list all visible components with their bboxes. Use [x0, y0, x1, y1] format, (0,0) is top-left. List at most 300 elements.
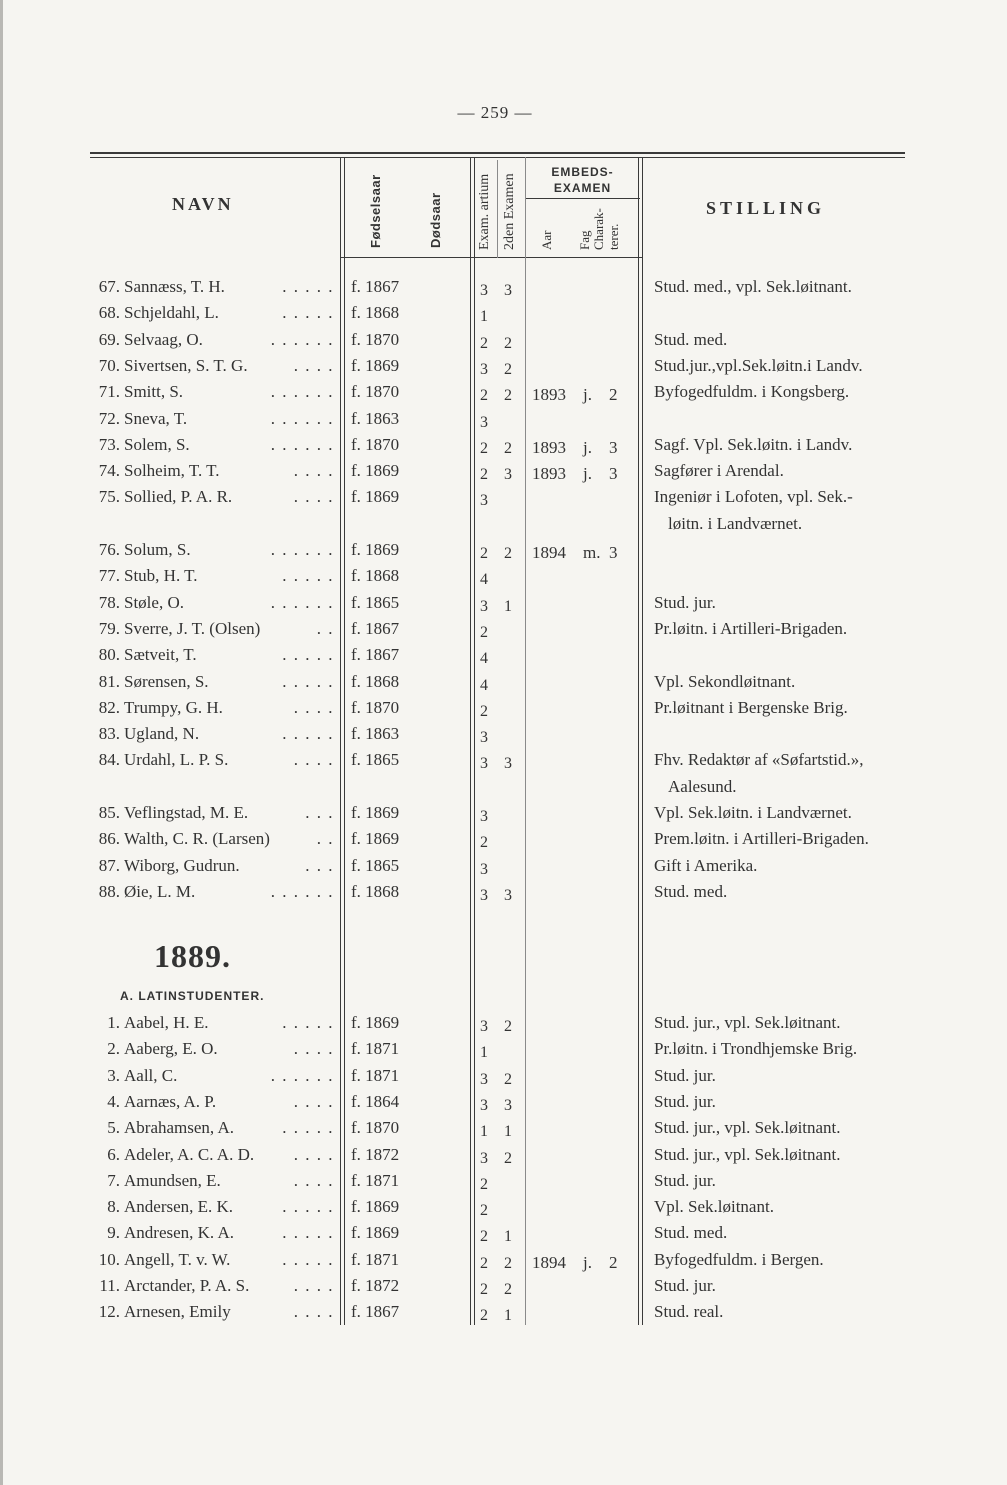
entry-number: 9.: [107, 1223, 120, 1243]
anden-examen-grade: 2: [504, 1070, 512, 1088]
entry-name: Aabel, H. E.: [124, 1013, 209, 1032]
entry-name-cell: [124, 1063, 334, 1089]
exam-artium-grade: 1: [480, 1123, 488, 1141]
exam-artium-grade: 2: [480, 1281, 488, 1298]
occupation-text: Gift i Amerika.: [654, 855, 758, 875]
exam-artium-grade: 3: [480, 1096, 488, 1114]
embeds-year: 1894: [532, 1252, 566, 1272]
anden-examen-grade: 2: [504, 1149, 512, 1167]
embeds-year: 1893: [532, 385, 566, 405]
entry-name-cell: [124, 1299, 334, 1325]
dot-leader: . . . . . .: [270, 382, 334, 402]
entry-name-cell: [124, 274, 334, 300]
dot-leader: . . . .: [293, 487, 334, 507]
exam-artium-grade: 2: [480, 334, 488, 352]
entry-number: 80.: [98, 645, 120, 665]
header-bottom-rule: [340, 257, 643, 258]
anden-examen-grade: 2: [504, 545, 512, 562]
entry-name: Sollied, P. A. R.: [124, 487, 233, 507]
entry-name-cell: [124, 669, 334, 695]
birth-year: f. 1869: [351, 1013, 400, 1032]
anden-examen-grade: 2: [504, 1281, 512, 1298]
exam-artium-grade: 3: [480, 360, 488, 378]
entry-name-cell: [124, 1010, 334, 1036]
occupation-text: Stud. jur.: [654, 1276, 716, 1295]
entry-name-cell: [124, 695, 334, 721]
entry-number: 68.: [98, 303, 120, 323]
table-row: [0, 379, 1007, 405]
birth-year: f. 1871: [351, 1065, 400, 1085]
entry-name: Sivertsen, S. T. G.: [124, 355, 248, 375]
dot-leader: . . . .: [293, 1144, 334, 1164]
occupation-text: Stud. jur., vpl. Sek.løitnant.: [654, 1013, 841, 1032]
entry-name: Sverre, J. T. (Olsen): [124, 618, 261, 638]
occupation-text: Ingeniør i Lofoten, vpl. Sek.-: [654, 487, 853, 507]
occupation-text: løitn. i Landværnet.: [668, 513, 803, 533]
exam-artium-grade: 2: [480, 702, 488, 720]
entry-name-cell: [124, 379, 334, 405]
embeds-subject: j.: [583, 464, 592, 484]
embeds-subject: j.: [583, 437, 592, 457]
table-row: [0, 1115, 1007, 1141]
anden-examen-grade: 2: [504, 334, 512, 352]
entry-number: 81.: [98, 671, 120, 691]
year-heading: 1889.: [154, 938, 231, 974]
birth-year: f. 1869: [351, 1223, 400, 1243]
entry-name-cell: [124, 537, 334, 563]
exam-artium-grade: 2: [480, 387, 488, 405]
entry-name: Aaberg, E. O.: [124, 1039, 218, 1059]
entry-name: Ugland, N.: [124, 724, 200, 744]
anden-examen-grade: 2: [504, 387, 512, 405]
entry-name-cell: [124, 563, 334, 589]
entry-number: 1.: [107, 1013, 120, 1032]
exam-artium-grade: 2: [480, 834, 488, 852]
occupation-text: Stud. jur.: [654, 1170, 716, 1190]
birth-year: f. 1867: [351, 1302, 400, 1322]
dot-leader: . . . . .: [282, 1249, 334, 1269]
dot-leader: . . . .: [293, 1091, 334, 1111]
exam-artium-grade: 2: [480, 1202, 488, 1220]
entry-name: Sneva, T.: [124, 408, 188, 428]
birth-year: f. 1869: [351, 461, 400, 481]
occupation-text: Stud. jur.: [654, 1065, 716, 1085]
occupation-text: Vpl. Sek.løitn. i Landværnet.: [654, 803, 852, 822]
occupation-text: Pr.løitn. i Trondhjemske Brig.: [654, 1039, 858, 1059]
column-header-charakterer-line2: terer.: [606, 223, 621, 250]
dot-leader: . . . . .: [282, 1197, 334, 1217]
entry-name-cell: [124, 721, 334, 747]
exam-artium-grade: 1: [480, 1044, 488, 1062]
anden-examen-grade: 1: [504, 1307, 512, 1325]
occupation-text: Stud.jur.,vpl.Sek.løitn.i Landv.: [654, 355, 863, 375]
birth-year: f. 1869: [351, 1197, 400, 1217]
table-row: [0, 747, 1007, 796]
occupation-text: Stud. med.: [654, 1223, 728, 1243]
exam-artium-grade: 1: [480, 308, 488, 326]
exam-artium-grade: 4: [480, 676, 488, 694]
table-row: [0, 669, 1007, 695]
birth-year: f. 1870: [351, 697, 400, 717]
exam-artium-grade: 2: [480, 545, 488, 562]
table-row: [0, 590, 1007, 616]
embeds-grade: 2: [609, 385, 618, 405]
birth-year: f. 1863: [351, 408, 400, 428]
exam-artium-grade: 2: [480, 466, 488, 484]
column-header-charakterer-line1: Charak-: [591, 208, 606, 250]
column-header-navn: NAVN: [172, 194, 234, 214]
exam-artium-grade: 3: [480, 886, 488, 904]
entry-name: Veflingstad, M. E.: [124, 803, 249, 822]
birth-year: f. 1871: [351, 1249, 400, 1269]
dot-leader: . . . .: [293, 750, 334, 770]
table-row: [0, 406, 1007, 432]
occupation-text: Vpl. Sekondløitnant.: [654, 671, 796, 691]
dot-leader: . . . . .: [282, 1118, 334, 1138]
table-row: [0, 484, 1007, 533]
entry-name: Solum, S.: [124, 540, 191, 559]
occupation-text: Stud. jur., vpl. Sek.løitnant.: [654, 1118, 841, 1138]
table-row: [0, 1273, 1007, 1299]
dot-leader: . . . . .: [282, 1013, 334, 1032]
entry-name: Aall, C.: [124, 1065, 178, 1085]
entry-number: 84.: [98, 750, 120, 770]
entry-number: 77.: [98, 566, 120, 586]
birth-year: f. 1870: [351, 1118, 400, 1138]
birth-year: f. 1869: [351, 355, 400, 375]
entry-number: 5.: [107, 1118, 120, 1138]
dot-leader: . . . . . .: [270, 329, 334, 349]
table-row: [0, 458, 1007, 484]
exam-artium-grade: 3: [480, 755, 488, 773]
entry-name: Sørensen, S.: [124, 671, 209, 691]
entry-number: 3.: [107, 1065, 120, 1085]
exam-artium-grade: 3: [480, 413, 488, 431]
dot-leader: . . .: [305, 855, 334, 875]
entry-name-cell: [124, 1194, 334, 1220]
occupation-text: Stud. jur.: [654, 1091, 716, 1111]
embeds-grade: 3: [609, 437, 618, 457]
dot-leader: . .: [316, 618, 334, 638]
table-row: [0, 1220, 1007, 1246]
table-row: [0, 721, 1007, 747]
dot-leader: . . . . . .: [270, 540, 334, 559]
entry-number: 75.: [98, 487, 120, 507]
entry-name-cell: [124, 1220, 334, 1246]
top-rule-thin: [90, 157, 905, 158]
birth-year: f. 1872: [351, 1144, 400, 1164]
top-rule-thick: [90, 152, 905, 154]
entry-name: Schjeldahl, L.: [124, 303, 219, 323]
exam-artium-grade: 2: [480, 1175, 488, 1193]
table-row: [0, 1010, 1007, 1036]
table-row: [0, 879, 1007, 905]
exam-artium-grade: 3: [480, 860, 488, 878]
entry-number: 71.: [98, 382, 120, 402]
birth-year: f. 1872: [351, 1276, 400, 1295]
entry-name-cell: [124, 1247, 334, 1273]
occupation-text: Stud. jur.: [654, 592, 716, 612]
entry-name-cell: [124, 432, 334, 458]
entry-number: 7.: [107, 1170, 120, 1190]
table-row: [0, 274, 1007, 300]
table-row: [0, 1142, 1007, 1168]
entry-name-cell: [124, 1089, 334, 1115]
entry-name: Aarnæs, A. P.: [124, 1091, 217, 1111]
dot-leader: . . . . .: [282, 303, 334, 323]
table-row: [0, 616, 1007, 642]
entry-name-cell: [124, 853, 334, 879]
anden-examen-grade: 2: [504, 1018, 512, 1035]
page-number: — 259 —: [457, 103, 533, 122]
table-row: [0, 432, 1007, 458]
dot-leader: . . . . .: [282, 1223, 334, 1243]
exam-artium-grade: 2: [480, 1254, 488, 1272]
entry-name: Øie, L. M.: [124, 881, 196, 901]
entry-number: 2.: [107, 1039, 120, 1059]
entry-number: 87.: [98, 855, 120, 875]
exam-artium-grade: 4: [480, 650, 488, 668]
table-row: [0, 1299, 1007, 1325]
birth-year: f. 1865: [351, 592, 400, 612]
entry-name-cell: [124, 642, 334, 668]
entry-name-cell: [124, 879, 334, 905]
exam-artium-grade: 3: [480, 808, 488, 825]
entry-name-cell: [124, 458, 334, 484]
entry-name: Wiborg, Gudrun.: [124, 855, 240, 875]
dot-leader: . . . . .: [282, 724, 334, 744]
occupation-text: Pr.løitn. i Artilleri-Brigaden.: [654, 618, 848, 638]
birth-year: f. 1870: [351, 434, 400, 454]
column-header-aar: Aar: [539, 230, 554, 250]
table-row: [0, 800, 1007, 826]
entry-name: Angell, T. v. W.: [124, 1249, 231, 1269]
birth-year: f. 1869: [351, 540, 400, 559]
dot-leader: . . . . . .: [270, 881, 334, 901]
table-row: [0, 1063, 1007, 1089]
entry-name-cell: [124, 616, 334, 642]
entry-name-cell: [124, 300, 334, 326]
column-header-stilling: STILLING: [706, 198, 826, 218]
exam-artium-grade: 2: [480, 1307, 488, 1325]
dot-leader: . . .: [305, 803, 334, 822]
birth-year: f. 1868: [351, 303, 400, 323]
occupation-text: Pr.løitnant i Bergenske Brig.: [654, 697, 848, 717]
occupation-text: Stud. med.: [654, 881, 728, 901]
entry-number: 6.: [107, 1144, 120, 1164]
dot-leader: . .: [316, 829, 334, 849]
column-header-embedsexamen: [527, 164, 638, 196]
entry-number: 88.: [98, 881, 120, 901]
entry-number: 12.: [98, 1302, 120, 1322]
birth-year: f. 1863: [351, 724, 400, 744]
entry-number: 83.: [98, 724, 120, 744]
birth-year: f. 1867: [351, 277, 400, 296]
table-row: [0, 1247, 1007, 1273]
entry-name-cell: [124, 1273, 334, 1299]
birth-year: f. 1870: [351, 329, 400, 349]
column-header-fodselsaar: Fødselsaar: [368, 174, 383, 248]
anden-examen-grade: 2: [504, 1254, 512, 1272]
embeds-grade: 3: [609, 464, 618, 484]
exam-artium-grade: 3: [480, 1018, 488, 1035]
dot-leader: . . . . .: [282, 645, 334, 665]
embeds-subject: m.: [583, 543, 601, 562]
occupation-text: Prem.løitn. i Artilleri-Brigaden.: [654, 829, 869, 849]
exam-artium-grade: 2: [480, 1228, 488, 1246]
embeds-header-rule: [525, 198, 640, 199]
entry-name-cell: [124, 327, 334, 353]
birth-year: f. 1868: [351, 566, 400, 586]
anden-examen-grade: 1: [504, 597, 512, 615]
anden-examen-grade: 3: [504, 282, 512, 299]
table-row: [0, 695, 1007, 721]
birth-year: f. 1867: [351, 618, 400, 638]
section-heading: A. LATINSTUDENTER.: [120, 989, 265, 1003]
dot-leader: . . . .: [293, 1039, 334, 1059]
entry-number: 4.: [107, 1091, 120, 1111]
anden-examen-grade: 3: [504, 1096, 512, 1114]
entry-name: Adeler, A. C. A. D.: [124, 1144, 255, 1164]
entry-name: Smitt, S.: [124, 382, 184, 402]
anden-examen-grade: 2: [504, 360, 512, 378]
birth-year: f. 1869: [351, 803, 400, 822]
occupation-text: Byfogedfuldm. i Bergen.: [654, 1249, 824, 1269]
table-row: [0, 1194, 1007, 1220]
column-header-exam-artium: Exam. artium: [477, 173, 492, 250]
table-row: [0, 353, 1007, 379]
entry-name-cell: [124, 1115, 334, 1141]
exam-artium-grade: 3: [480, 597, 488, 615]
entry-name-cell: [124, 484, 334, 510]
birth-year: f. 1865: [351, 855, 400, 875]
birth-year: f. 1864: [351, 1091, 400, 1111]
table-row: [0, 1089, 1007, 1115]
table-row: [0, 300, 1007, 326]
entry-name: Solheim, T. T.: [124, 461, 220, 481]
entry-name: Solem, S.: [124, 434, 190, 454]
birth-year: f. 1868: [351, 671, 400, 691]
dot-leader: . . . .: [293, 461, 334, 481]
occupation-text: Aalesund.: [668, 776, 737, 796]
entry-name: Selvaag, O.: [124, 329, 203, 349]
entry-name-cell: [124, 747, 334, 773]
occupation-text: Stud. real.: [654, 1302, 724, 1322]
dot-leader: . . . . . .: [270, 408, 334, 428]
dot-leader: . . . . . .: [270, 592, 334, 612]
birth-year: f. 1869: [351, 487, 400, 507]
entry-number: 85.: [98, 803, 120, 822]
dot-leader: . . . .: [293, 1170, 334, 1190]
birth-year: f. 1868: [351, 881, 400, 901]
entry-number: 72.: [98, 408, 120, 428]
entry-name-cell: [124, 1168, 334, 1194]
birth-year: f. 1867: [351, 645, 400, 665]
entry-name: Andresen, K. A.: [124, 1223, 235, 1243]
exam-artium-grade: 2: [480, 623, 488, 641]
entry-name-cell: [124, 353, 334, 379]
birth-year: f. 1865: [351, 750, 400, 770]
embeds-year: 1893: [532, 464, 566, 484]
dot-leader: . . . .: [293, 1302, 334, 1322]
anden-examen-grade: 3: [504, 466, 512, 484]
occupation-text: Fhv. Redaktør af «Søfartstid.»,: [654, 750, 864, 770]
occupation-text: Stud. jur., vpl. Sek.løitnant.: [654, 1144, 841, 1164]
entry-number: 82.: [98, 697, 120, 717]
column-header-fag: Fag: [577, 230, 592, 250]
anden-examen-grade: 1: [504, 1123, 512, 1141]
anden-examen-grade: 1: [504, 1228, 512, 1246]
entry-number: 86.: [98, 829, 120, 849]
entry-name-cell: [124, 1142, 334, 1168]
birth-year: f. 1871: [351, 1170, 400, 1190]
entry-name: Trumpy, G. H.: [124, 697, 223, 717]
entry-name: Sætveit, T.: [124, 645, 197, 665]
embeds-subject: j.: [583, 1252, 592, 1272]
occupation-text: Sagf. Vpl. Sek.løitn. i Landv.: [654, 434, 853, 454]
table-row: [0, 563, 1007, 589]
entry-number: 10.: [98, 1249, 120, 1269]
entry-name: Arctander, P. A. S.: [124, 1276, 250, 1295]
dot-leader: . . . . .: [282, 566, 334, 586]
entry-number: 79.: [98, 618, 120, 638]
anden-examen-grade: 3: [504, 755, 512, 773]
occupation-text: Sagfører i Arendal.: [654, 461, 784, 481]
table-row: [0, 642, 1007, 668]
entry-number: 74.: [98, 461, 120, 481]
table-row: [0, 537, 1007, 563]
entry-number: 8.: [107, 1197, 120, 1217]
entry-number: 78.: [98, 592, 120, 612]
exam-artium-grade: 3: [480, 492, 488, 510]
entry-name-cell: [124, 590, 334, 616]
table-row: [0, 1168, 1007, 1194]
embeds-header-line2: EXAMEN: [553, 181, 612, 195]
entry-number: 11.: [99, 1276, 120, 1295]
exam-artium-grade: 2: [480, 439, 488, 457]
embeds-subject: j.: [583, 385, 592, 405]
entry-name-cell: [124, 1036, 334, 1062]
exam-artium-grade: 3: [480, 1149, 488, 1167]
birth-year: f. 1870: [351, 382, 400, 402]
exam-artium-grade: 3: [480, 729, 488, 747]
dot-leader: . . . .: [293, 1276, 334, 1295]
entry-name: Andersen, E. K.: [124, 1197, 234, 1217]
entry-name: Stub, H. T.: [124, 566, 198, 586]
table-row: [0, 1036, 1007, 1062]
dot-leader: . . . .: [293, 355, 334, 375]
entry-name-cell: [124, 800, 334, 826]
embeds-year: 1894: [532, 543, 566, 562]
birth-year: f. 1869: [351, 829, 400, 849]
anden-examen-grade: 3: [504, 886, 512, 904]
dot-leader: . . . . .: [282, 671, 334, 691]
exam-artium-grade: 3: [480, 282, 488, 299]
exam-artium-grade: 3: [480, 1070, 488, 1088]
embeds-grade: 3: [609, 543, 618, 562]
entry-number: 67.: [98, 277, 120, 296]
entry-number: 73.: [98, 434, 120, 454]
embeds-year: 1893: [532, 437, 566, 457]
entry-name: Walth, C. R. (Larsen): [124, 829, 270, 849]
dot-leader: . . . . . .: [270, 434, 334, 454]
table-row: [0, 826, 1007, 852]
occupation-text: Stud. med.: [654, 329, 728, 349]
entry-name: Amundsen, E.: [124, 1170, 221, 1190]
entry-name: Støle, O.: [124, 592, 184, 612]
birth-year: f. 1871: [351, 1039, 400, 1059]
table-row: [0, 327, 1007, 353]
